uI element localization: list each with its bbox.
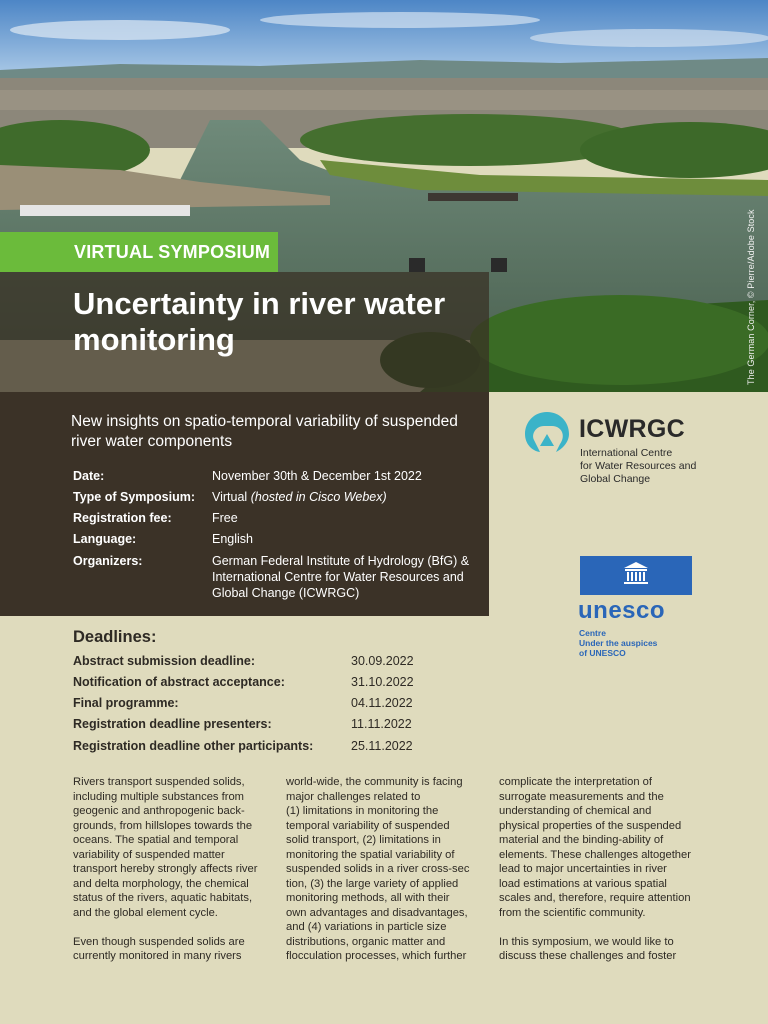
info-value: German Federal Institute of Hydrology (BfG) & International Centre for Water Resources and Global Change (ICWRGC) — [212, 554, 470, 600]
deadline-label: Notification of abstract acceptance: — [73, 675, 285, 689]
body-column-3: complicate the interpretation of surrogate measurements and the understanding of chemical and physical properties of the suspended material and the binding-ability of elements. These challenges altogether lead to major uncertainties in river load estimations at various spatial scales and, therefore, require attention from the scientific community. In this symposium, we would like to discuss these challenges and foster — [499, 776, 691, 962]
deadline-date: 04.11.2022 — [351, 696, 413, 710]
event-type-tag: VIRTUAL SYMPOSIUM — [0, 232, 278, 272]
subtitle: New insights on spatio-temporal variability of suspended river water components — [71, 413, 458, 450]
deadline-label: Registration deadline other participants: — [73, 739, 314, 753]
icwrgc-full-name: International Centre for Water Resources and Global Change — [580, 447, 697, 485]
deadline-date: 11.11.2022 — [351, 717, 412, 731]
icwrgc-logo-icon — [522, 410, 572, 454]
info-value: November 30th & December 1st 2022 — [212, 469, 422, 483]
info-label: Language: — [73, 532, 137, 546]
deadlines-heading: Deadlines: — [73, 628, 157, 646]
deadline-label: Abstract submission deadline: — [73, 654, 255, 668]
icwrgc-logo-text: ICWRGC — [579, 415, 685, 443]
unesco-temple-icon — [580, 556, 692, 595]
deadline-date: 25.11.2022 — [351, 739, 413, 753]
unesco-centre-note: Centre Under the auspices of UNESCO — [579, 628, 658, 658]
deadline-label: Registration deadline presenters: — [73, 717, 272, 731]
body-column-1: Rivers transport suspended solids, including multiple substances from geogenic and anthropogenic back- grounds, from hillslopes towards the oceans. The spatial and temporal variability of suspended matter transport hereby strongly affects river and delta morphology, the chemical status of the rivers, aquatic habitats, and the global element cycle. Even though suspended solids are currently monitored in many rivers — [73, 776, 258, 962]
page-title: Uncertainty in river water monitoring — [73, 286, 446, 357]
info-label: Organizers: — [73, 554, 143, 568]
unesco-logo-text: unesco — [578, 597, 666, 624]
unesco-emblem — [580, 556, 692, 595]
info-label: Registration fee: — [73, 511, 172, 525]
info-value: Free — [212, 511, 238, 525]
photo-credit: The German Corner, © Pierre/Adobe Stock — [746, 209, 756, 385]
info-label: Date: — [73, 469, 105, 483]
info-note: (hosted in Cisco Webex) — [250, 490, 387, 504]
deadline-date: 30.09.2022 — [351, 654, 414, 668]
info-label: Type of Symposium: — [73, 490, 196, 504]
deadline-label: Final programme: — [73, 696, 179, 710]
body-column-2: world-wide, the community is facing major challenges related to (1) limitations in monitoring the temporal variability of suspended solid transport, (2) limitations in monitoring the spatial variability of suspended solids in a river cross-sec tion, (3) the large variety of applied monitoring methods, all with their own advantages and disadvantages, and (4) variations in particle size distributions, organic matter and flocculation processes, which further — [286, 776, 470, 962]
info-value: English — [212, 532, 253, 546]
info-value-type — [212, 489, 487, 505]
info-value: Virtual — [212, 490, 248, 504]
deadline-date: 31.10.2022 — [351, 675, 414, 689]
